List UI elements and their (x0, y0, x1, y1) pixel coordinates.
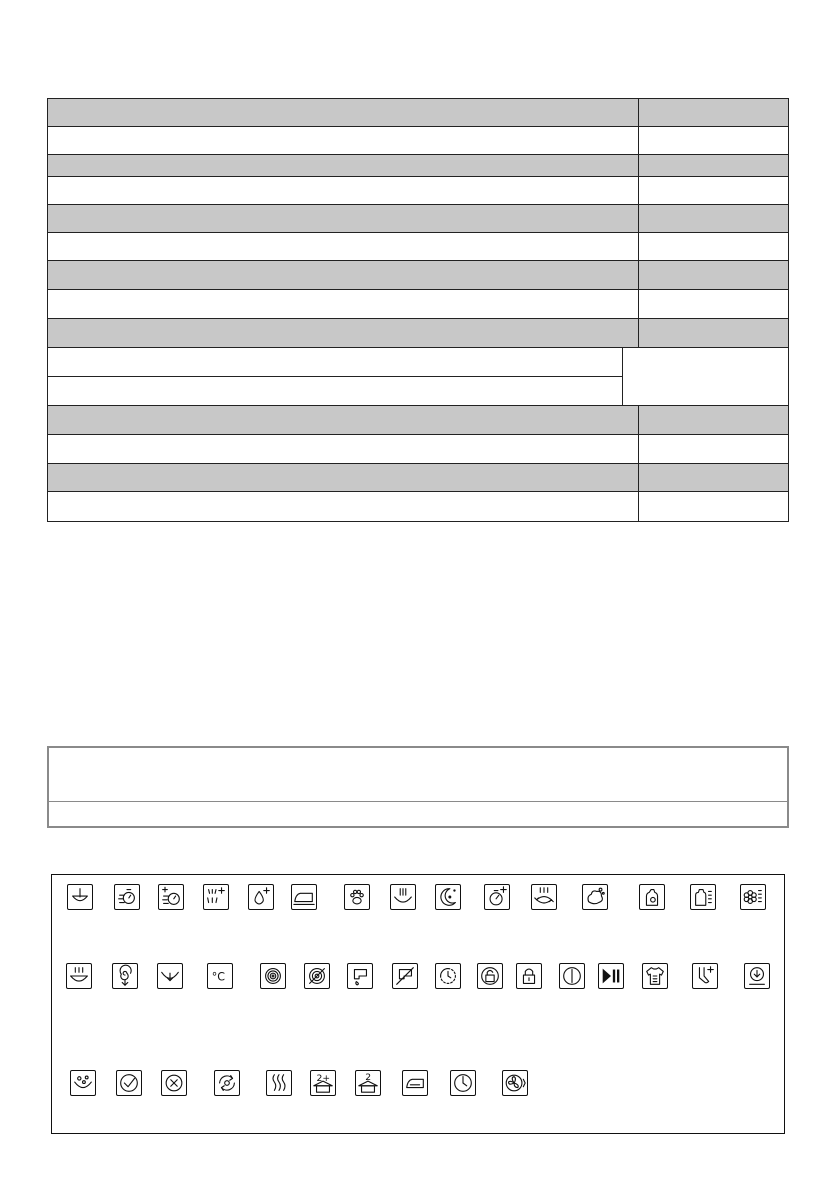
timer-plus-icon (158, 884, 184, 910)
table-cell-left (48, 435, 639, 463)
iron-dry-icon (402, 1070, 428, 1096)
table-cell-right (622, 406, 788, 434)
table-row (48, 435, 788, 464)
table-cell-right (622, 155, 788, 176)
night-mode-icon (435, 884, 461, 910)
steam-tub-icon (66, 963, 92, 989)
delay-timer-icon (435, 963, 461, 989)
spec-table (47, 98, 789, 522)
table-header-row (48, 261, 788, 290)
no-spin-icon (304, 963, 330, 989)
table-cell-right (622, 492, 788, 521)
prewash-icon (67, 884, 93, 910)
table-cell-right (622, 99, 788, 126)
cancel-icon (161, 1070, 187, 1096)
table-header-row (48, 406, 788, 435)
spin-drain-icon (112, 963, 138, 989)
power-icon (559, 963, 585, 989)
table-cell-right (622, 127, 788, 154)
table-cell-right (622, 261, 788, 289)
extra-water-icon (248, 884, 274, 910)
stain-remover-icon (70, 1070, 96, 1096)
socks-plus-icon (692, 963, 718, 989)
no-water-icon (392, 963, 418, 989)
download-icon (744, 963, 770, 989)
door-lock-open-icon (477, 963, 503, 989)
note-box-bottom-text (49, 802, 65, 810)
steam-wash-icon (390, 884, 416, 910)
table-cell-right (622, 290, 788, 318)
table-row (48, 233, 788, 261)
table-cell-left (48, 492, 639, 521)
table-cell-right (622, 319, 788, 347)
table-cell-left (48, 205, 639, 232)
table-cell-left (48, 155, 639, 176)
table-cell-left (48, 348, 639, 376)
fan-icon (502, 1070, 528, 1096)
dry-level-icon (355, 1070, 381, 1096)
check-icon (116, 1070, 142, 1096)
clock-icon (450, 1070, 476, 1096)
drain-icon (157, 963, 183, 989)
table-cell-right (622, 464, 788, 491)
svg-text:°C: °C (211, 970, 225, 984)
auto-dose-detergent-icon (690, 884, 716, 910)
child-lock-icon (516, 963, 542, 989)
pet-hair-icon (344, 884, 370, 910)
table-cell-left (48, 177, 639, 204)
table-cell-left (48, 319, 639, 347)
icon-legend-frame (51, 874, 785, 1134)
table-cell-right (622, 435, 788, 463)
table-row (48, 492, 788, 521)
table-cell-right (622, 233, 788, 260)
timer-minus-icon (114, 884, 140, 910)
table-merged-cell (622, 348, 788, 406)
table-cell-left (48, 127, 639, 154)
temperature-icon (207, 963, 233, 989)
table-cell-left (48, 377, 639, 405)
table-row (48, 127, 788, 155)
table-cell-right (622, 205, 788, 232)
heat-dry-icon (266, 1070, 292, 1096)
table-row (48, 177, 788, 205)
speed-plus-icon (484, 884, 510, 910)
table-cell-left (48, 290, 639, 318)
stain-care-icon (582, 884, 608, 910)
table-header-row (48, 464, 788, 492)
table-cell-right (622, 177, 788, 204)
table-cell-left (48, 99, 639, 126)
table-row (48, 290, 788, 319)
water-tap-icon (347, 963, 373, 989)
svg-text:2: 2 (365, 1072, 372, 1084)
table-cell-left (48, 464, 639, 491)
note-box (47, 746, 789, 828)
spin-icon (260, 963, 286, 989)
table-header-row (48, 99, 788, 127)
auto-dose-softener-icon (639, 884, 665, 910)
start-pause-icon (598, 963, 624, 989)
note-box-top-text (49, 748, 787, 756)
svg-text:2+: 2+ (316, 1073, 331, 1085)
table-header-row (48, 319, 788, 348)
table-cell-left (48, 261, 639, 289)
table-cell-left (48, 233, 639, 260)
softener-icon (740, 884, 766, 910)
table-cell-left (48, 406, 639, 434)
table-header-row (48, 155, 788, 177)
note-box-divider (49, 801, 787, 802)
rinse-spin-icon (214, 1070, 240, 1096)
garment-icon (642, 963, 668, 989)
easy-iron-icon (291, 884, 317, 910)
extra-rinse-icon (203, 884, 229, 910)
hygiene-steam-icon (531, 884, 557, 910)
dry-level-plus-icon (310, 1070, 336, 1096)
table-header-row (48, 205, 788, 233)
